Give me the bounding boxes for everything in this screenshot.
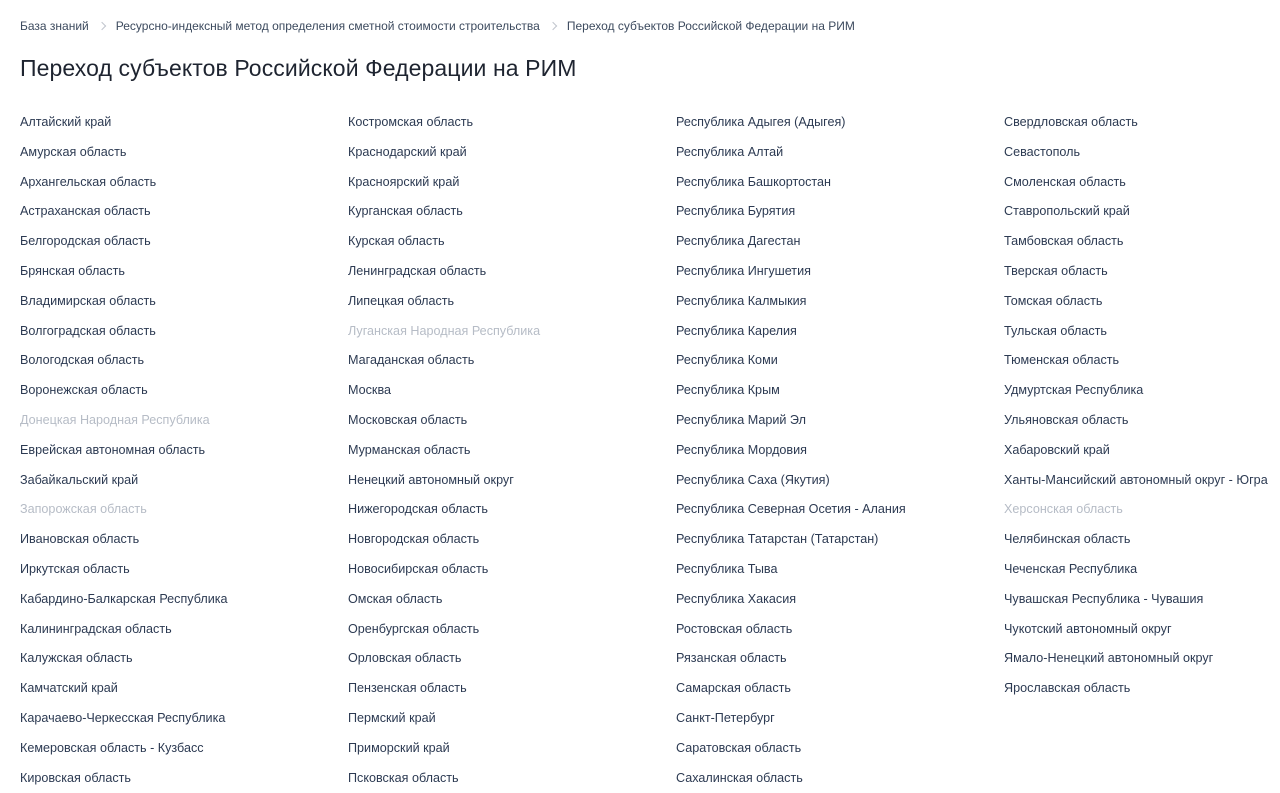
region-link-disabled: Запорожская область <box>20 502 147 517</box>
region-link[interactable]: Республика Тыва <box>676 561 778 576</box>
region-link[interactable]: Архангельская область <box>20 174 157 189</box>
region-link[interactable]: Тверская область <box>1004 263 1108 278</box>
region-link[interactable]: Воронежская область <box>20 383 148 398</box>
regions-column-3 <box>676 108 906 793</box>
region-link[interactable]: Республика Ингушетия <box>676 263 811 278</box>
region-link[interactable]: Иркутская область <box>20 561 130 576</box>
region-link[interactable]: Ставропольский край <box>1004 204 1130 219</box>
region-link[interactable]: Мурманская область <box>348 442 471 457</box>
region-link[interactable]: Волгоградская область <box>20 323 156 338</box>
region-link[interactable]: Еврейская автономная область <box>20 442 206 457</box>
region-link[interactable]: Белгородская область <box>20 234 151 249</box>
region-link[interactable]: Республика Хакасия <box>676 591 797 606</box>
region-link[interactable]: Ярославская область <box>1004 681 1131 696</box>
page-title: Переход субъектов Российской Федерации на РИМ <box>20 55 577 81</box>
breadcrumb-item-knowledge-base[interactable]: База знаний <box>20 19 89 33</box>
region-link[interactable]: Вологодская область <box>20 353 145 368</box>
region-link[interactable]: Московская область <box>348 412 468 427</box>
region-link[interactable]: Курская область <box>348 234 445 249</box>
region-link[interactable]: Республика Башкортостан <box>676 174 831 189</box>
region-link[interactable]: Чукотский автономный округ <box>1004 621 1172 636</box>
region-link[interactable]: Красноярский край <box>348 174 460 189</box>
region-link[interactable]: Республика Марий Эл <box>676 412 806 427</box>
region-link[interactable]: Хабаровский край <box>1004 442 1110 457</box>
region-link[interactable]: Республика Татарстан (Татарстан) <box>676 532 879 547</box>
region-link[interactable]: Республика Крым <box>676 383 780 398</box>
region-link[interactable]: Нижегородская область <box>348 502 488 517</box>
region-link[interactable]: Республика Северная Осетия - Алания <box>676 502 906 517</box>
region-link[interactable]: Пензенская область <box>348 681 467 696</box>
region-link[interactable]: Республика Мордовия <box>676 442 807 457</box>
region-link[interactable]: Саратовская область <box>676 740 802 755</box>
region-link[interactable]: Курганская область <box>348 204 463 219</box>
region-link[interactable]: Ленинградская область <box>348 263 487 278</box>
region-link[interactable]: Магаданская область <box>348 353 475 368</box>
region-link[interactable]: Республика Бурятия <box>676 204 796 219</box>
region-link[interactable]: Краснодарский край <box>348 144 467 159</box>
region-link[interactable]: Карачаево-Черкесская Республика <box>20 710 226 725</box>
breadcrumb-item-rim-method[interactable]: Ресурсно-индексный метод определения сметной стоимости строительства <box>115 19 540 33</box>
region-link[interactable]: Томская область <box>1004 293 1103 308</box>
region-link[interactable]: Тюменская область <box>1004 353 1120 368</box>
region-link[interactable]: Ненецкий автономный округ <box>348 472 514 487</box>
region-link[interactable]: Псковская область <box>348 770 459 785</box>
region-link[interactable]: Смоленская область <box>1004 174 1126 189</box>
region-link[interactable]: Севастополь <box>1004 144 1081 159</box>
region-link[interactable]: Кемеровская область - Кузбасс <box>20 740 204 755</box>
chevron-right-icon <box>99 21 107 31</box>
region-link[interactable]: Санкт-Петербург <box>676 710 775 725</box>
regions-column-4 <box>1004 108 1268 704</box>
region-link[interactable]: Приморский край <box>348 740 450 755</box>
region-link[interactable]: Ханты-Мансийский автономный округ - Югра <box>1004 472 1268 487</box>
region-link[interactable]: Амурская область <box>20 144 127 159</box>
region-link[interactable]: Забайкальский край <box>20 472 139 487</box>
region-link[interactable]: Рязанская область <box>676 651 787 666</box>
region-link[interactable]: Брянская область <box>20 263 125 278</box>
region-link[interactable]: Кировская область <box>20 770 131 785</box>
region-link[interactable]: Республика Дагестан <box>676 234 801 249</box>
region-link[interactable]: Ивановская область <box>20 532 140 547</box>
region-link[interactable]: Владимирская область <box>20 293 156 308</box>
region-link[interactable]: Республика Калмыкия <box>676 293 807 308</box>
region-link-disabled: Херсонская область <box>1004 502 1123 517</box>
region-link-disabled: Луганская Народная Республика <box>348 323 541 338</box>
region-link[interactable]: Тульская область <box>1004 323 1107 338</box>
chevron-right-icon <box>550 21 558 31</box>
region-link[interactable]: Липецкая область <box>348 293 455 308</box>
region-link[interactable]: Орловская область <box>348 651 462 666</box>
region-link[interactable]: Республика Саха (Якутия) <box>676 472 830 487</box>
region-link[interactable]: Омская область <box>348 591 443 606</box>
region-link[interactable]: Пермский край <box>348 710 436 725</box>
region-link[interactable]: Камчатский край <box>20 681 118 696</box>
region-link[interactable]: Челябинская область <box>1004 532 1131 547</box>
region-link[interactable]: Калужская область <box>20 651 133 666</box>
region-link[interactable]: Новгородская область <box>348 532 480 547</box>
region-link[interactable]: Ульяновская область <box>1004 412 1129 427</box>
region-link[interactable]: Кабардино-Балкарская Республика <box>20 591 228 606</box>
breadcrumb <box>20 17 855 35</box>
region-link[interactable]: Тамбовская область <box>1004 234 1124 249</box>
region-link[interactable]: Оренбургская область <box>348 621 480 636</box>
region-link[interactable]: Республика Алтай <box>676 144 784 159</box>
region-link[interactable]: Удмуртская Республика <box>1004 383 1144 398</box>
region-link[interactable]: Костромская область <box>348 115 474 129</box>
region-link[interactable]: Калининградская область <box>20 621 172 636</box>
regions-column-2 <box>348 108 540 793</box>
breadcrumb-item-current: Переход субъектов Российской Федерации на РИМ <box>566 19 855 33</box>
region-link[interactable]: Сахалинская область <box>676 770 803 785</box>
region-link[interactable]: Республика Адыгея (Адыгея) <box>676 115 846 129</box>
region-link[interactable]: Республика Карелия <box>676 323 797 338</box>
region-link-disabled: Донецкая Народная Республика <box>20 412 210 427</box>
region-link[interactable]: Чувашская Республика - Чувашия <box>1004 591 1204 606</box>
region-link[interactable]: Чеченская Республика <box>1004 561 1138 576</box>
region-link[interactable]: Москва <box>348 383 391 398</box>
region-link[interactable]: Ростовская область <box>676 621 793 636</box>
region-link[interactable]: Алтайский край <box>20 115 112 129</box>
region-link[interactable]: Самарская область <box>676 681 791 696</box>
region-link[interactable]: Свердловская область <box>1004 115 1138 129</box>
region-link[interactable]: Астраханская область <box>20 204 151 219</box>
region-link[interactable]: Республика Коми <box>676 353 778 368</box>
regions-column-1 <box>20 108 228 793</box>
region-link[interactable]: Ямало-Ненецкий автономный округ <box>1004 651 1214 666</box>
region-link[interactable]: Новосибирская область <box>348 561 489 576</box>
